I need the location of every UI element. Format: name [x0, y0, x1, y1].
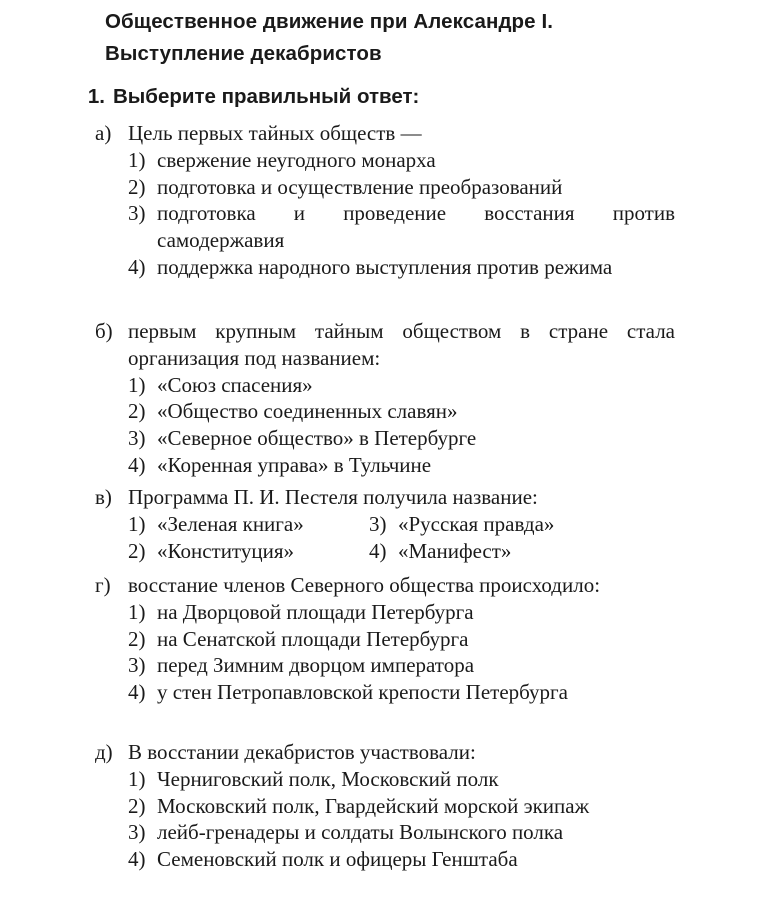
option-text: на Сенатской площади Петербурга: [157, 626, 469, 651]
option-text: «Конституция»: [157, 538, 294, 563]
question-a: [95, 120, 675, 281]
option-text: свержение неугодного монарха: [157, 147, 436, 172]
question-text: восстание членов Северного общества происходило:: [128, 573, 601, 597]
answer-option: [95, 626, 675, 653]
option-text: «Коренная управа» в Тульчине: [157, 452, 432, 477]
option-number: 2): [128, 538, 146, 563]
option-number: 3): [128, 820, 146, 845]
option-number: 1): [128, 147, 146, 172]
answer-option: [95, 254, 675, 281]
task-number: 1.: [87, 85, 105, 108]
option-text: на Дворцовой площади Петербурга: [157, 599, 474, 624]
option-number: 4): [128, 254, 146, 279]
answer-option: [128, 538, 369, 565]
answer-option: [95, 819, 675, 846]
page-title-line-2: Выступление декабристов: [105, 42, 382, 65]
question-e: [95, 739, 675, 873]
option-number: 2): [128, 793, 146, 818]
option-number: 3): [369, 511, 387, 536]
option-text: «Манифест»: [398, 538, 512, 563]
option-number: 1): [128, 372, 146, 397]
option-number: 4): [369, 538, 387, 563]
question-letter: в): [95, 485, 112, 509]
page-title-line-1: Общественное движение при Александре I.: [105, 10, 554, 33]
option-number: 3): [128, 653, 146, 678]
task-instruction: Выберите правильный ответ:: [113, 85, 420, 108]
answer-option: [95, 452, 675, 479]
question-letter: д): [95, 740, 113, 764]
option-number: 4): [128, 680, 146, 705]
option-number: 4): [128, 452, 146, 477]
option-text: «Русская правда»: [398, 511, 555, 536]
answer-option: [95, 174, 675, 201]
option-text: «Северное общество» в Петербурге: [157, 426, 477, 451]
answer-option: [95, 599, 675, 626]
answer-option: [95, 372, 675, 399]
answer-option: [95, 793, 675, 820]
answer-option: [369, 511, 629, 538]
option-number: 3): [128, 426, 146, 451]
answer-option: [95, 652, 675, 679]
question-text: Программа П. И. Пестеля получила название:: [128, 485, 538, 509]
question-text: первым крупным тайным обществом в стране стала организация под названием:: [128, 319, 675, 370]
option-text: «Общество соединенных славян»: [157, 399, 458, 424]
question-b: [95, 318, 675, 479]
option-number: 3): [128, 201, 146, 226]
option-text: подготовка и проведение восстания против самодержавия: [157, 201, 675, 253]
option-text: лейб-гренадеры и солдаты Волынского полка: [157, 820, 564, 845]
option-text: у стен Петропавловской крепости Петербурга: [157, 680, 568, 705]
question-text: В восстании декабристов участвовали:: [128, 740, 476, 764]
option-number: 1): [128, 511, 146, 536]
answer-option: [95, 147, 675, 174]
question-c: [95, 484, 675, 564]
option-number: 2): [128, 399, 146, 424]
option-text: «Зеленая книга»: [157, 511, 304, 536]
answer-option: [369, 538, 629, 565]
question-letter: г): [95, 573, 111, 597]
answer-option: [95, 679, 675, 706]
answer-option: [95, 425, 675, 452]
answer-option: [128, 511, 369, 538]
question-text: Цель первых тайных обществ —: [128, 121, 422, 145]
option-number: 2): [128, 626, 146, 651]
question-d: [95, 572, 675, 706]
option-text: поддержка народного выступления против режима: [157, 254, 613, 279]
option-text: подготовка и осуществление преобразований: [157, 174, 563, 199]
option-text: Московский полк, Гвардейский морской экипаж: [157, 793, 590, 818]
answer-option: [95, 846, 675, 873]
task-heading: [60, 84, 710, 110]
answer-option: [95, 766, 675, 793]
page-title: [105, 6, 725, 70]
answer-option: [95, 398, 675, 425]
answer-options-grid: [95, 511, 675, 565]
question-letter: б): [95, 319, 113, 343]
option-number: 4): [128, 847, 146, 872]
option-text: перед Зимним дворцом императора: [157, 653, 475, 678]
option-number: 2): [128, 174, 146, 199]
question-letter: а): [95, 121, 112, 145]
answer-option: [95, 200, 675, 254]
option-number: 1): [128, 599, 146, 624]
option-text: Черниговский полк, Московский полк: [157, 766, 499, 791]
option-text: «Союз спасения»: [157, 372, 313, 397]
option-text: Семеновский полк и офицеры Генштаба: [157, 847, 518, 872]
option-number: 1): [128, 766, 146, 791]
